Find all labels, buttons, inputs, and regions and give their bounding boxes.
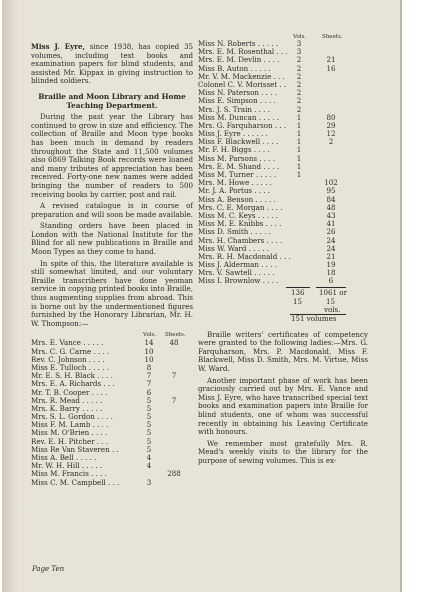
- catalogue-paragraph: A revised catalogue is in course of preparation and will soon be made available.: [31, 201, 193, 219]
- sheets-value: 21: [326, 251, 336, 261]
- transcriber-name: Mrs. R. H. Macdonald . . .: [198, 251, 291, 261]
- sheets-value: 12: [326, 129, 336, 139]
- sewing-paragraph: We remember most gratefully Mrs. R. Mead's weekly visits to the library for the purpose of sewing volumes. This is ex-: [198, 438, 368, 465]
- sheets-value: 24: [326, 243, 336, 253]
- transcriber-name: Mr. E. S. H. Black . . . .: [31, 371, 113, 381]
- sheets-extra: 15: [326, 296, 336, 306]
- vols-extra: 15: [293, 296, 303, 306]
- heading-line-1: Braille and Moon Library and Home: [38, 91, 186, 101]
- transcriber-name: Miss F. Blackwell . . . .: [198, 137, 279, 147]
- vols-value: 7: [146, 379, 152, 389]
- vols-value: 5: [146, 395, 152, 405]
- transcriber-name: Rev. C. Johnson . . . .: [31, 354, 105, 364]
- vols-value: 5: [146, 428, 152, 438]
- left-column: [31, 0, 193, 487]
- section-heading: [31, 93, 193, 110]
- intro-paragraph: [31, 43, 193, 86]
- sheets-value: 43: [326, 210, 336, 220]
- vols-value: 2: [296, 104, 302, 114]
- vols-value: 10: [144, 346, 154, 356]
- vols-value: 2: [296, 71, 302, 81]
- sheets-value: 102: [324, 178, 338, 188]
- transcriber-name: Miss E. Simpson . . . .: [198, 96, 276, 106]
- sheets-value: 26: [326, 227, 336, 237]
- sheets-value: 41: [326, 219, 336, 229]
- book-page: [2, 0, 402, 592]
- right-column: [198, 34, 368, 469]
- vols-value: 1: [296, 112, 302, 122]
- sheets-value: 24: [326, 235, 336, 245]
- transcriber-name: Miss N. Paterson . . . .: [198, 88, 277, 98]
- transcriber-name: Mrs. R. Mead . . . . .: [31, 395, 103, 405]
- transcriber-name: Rev. E. H. Pitcher . . .: [31, 436, 109, 446]
- vols-value: 5: [146, 412, 152, 422]
- transcriber-name: Mrs. H. Chambers . . . .: [198, 235, 283, 245]
- vols-value: 4: [146, 461, 152, 471]
- vols-value: 1: [296, 129, 302, 139]
- page-number: Page Ten: [32, 565, 65, 573]
- vols-value: 4: [146, 453, 152, 463]
- sheets-value: 6: [328, 276, 334, 286]
- transcriber-name: Miss M. Francis . . . .: [31, 469, 107, 479]
- transcriber-name: Miss B. Auton . . . . .: [198, 63, 271, 73]
- grand-total-row: [198, 314, 368, 326]
- left-transcriber-table: [31, 331, 193, 486]
- vols-value: 1: [296, 170, 302, 179]
- transcriber-name: Miss M. O'Brien . . . .: [31, 428, 108, 438]
- transcription-paragraph: Another important phase of work has been graciously carried out by Mrs. E. Vance and Miss J. Eyre, who have transcribed special text books and examination papers into Braille for blind students, one of whom was successful recently in obtaining his Leaving Certificate with honours.: [198, 375, 368, 437]
- transcriber-name: Miss Re Van Staveren . .: [31, 444, 119, 454]
- vols-value: 5: [146, 403, 152, 413]
- right-transcriber-table: [198, 40, 368, 286]
- transcriber-name: Mrs. V. Sawtell . . . . .: [198, 268, 275, 278]
- totals-block: [198, 286, 368, 314]
- sheets-value: 48: [326, 202, 336, 212]
- vols-value: 14: [144, 338, 154, 348]
- transcriber-name: Miss C. M. Campbell . . .: [31, 477, 120, 487]
- sheets-value: 84: [326, 194, 336, 204]
- transcriber-name: Miss J. Alderman . . . .: [198, 260, 277, 270]
- transcriber-name: Mrs. S. L. Gordon . . . .: [31, 412, 113, 422]
- transcriber-name: Miss M. Parsons . . . .: [198, 153, 276, 163]
- transcriber-name: Mr. V. M. Mackenzie . . .: [198, 71, 285, 81]
- transcriber-name: Mr. F. H. Biggs . . . .: [198, 145, 270, 155]
- table-body: [31, 339, 193, 486]
- transcriber-name: Miss F. M. Lamb . . . .: [31, 420, 109, 430]
- table-row: [31, 479, 193, 487]
- vols-value: 2: [296, 96, 302, 106]
- vols-value: 2: [296, 88, 302, 98]
- sheets-value: 7: [171, 371, 177, 381]
- vols-value: 2: [296, 55, 302, 65]
- vols-value: 2: [296, 79, 302, 89]
- transcriber-name: Mrs. K. Barry . . . . .: [31, 403, 103, 413]
- sheets-header: Sheets.: [322, 34, 343, 40]
- transcriber-name: Mrs. J. S. Train . . . .: [198, 104, 270, 114]
- vols-value: 2: [296, 63, 302, 73]
- transcriber-name: Mr. W. H. Hill . . . . .: [31, 461, 103, 471]
- transcriber-name: Miss A. Bell . . . . .: [31, 453, 97, 463]
- heading-line-2: Teaching Department.: [66, 100, 158, 110]
- sheets-value: 19: [326, 260, 336, 270]
- vols-value: 7: [146, 371, 152, 381]
- vols-word: vols.: [324, 304, 341, 314]
- transcriber-name: Mrs. E. M. Devlin . . . .: [198, 55, 280, 65]
- sheets-value: 16: [326, 63, 336, 73]
- transcriber-name: Miss I. Brownlow . . . .: [198, 276, 279, 286]
- transcriber-name: Miss M. E. Knibbs . . . .: [198, 219, 282, 229]
- vols-value: 5: [146, 436, 152, 446]
- vols-value: 1: [296, 120, 302, 130]
- transcriber-name: Colonel C. V. Morisset . .: [198, 79, 287, 89]
- transcriber-name: Miss N. Roberts . . . . .: [198, 39, 279, 48]
- transcriber-name: Miss M. C. Keys . . . . .: [198, 210, 279, 220]
- transcriber-name: Miss M. Turner . . . . .: [198, 170, 277, 179]
- transcriber-name: Miss J. Eyre . . . . . .: [198, 129, 268, 139]
- transcriber-name: Miss D. Smith . . . . .: [198, 227, 271, 237]
- sheets-value: 95: [326, 186, 336, 196]
- transcriber-name: Mrs. G. Farquharson . . .: [198, 120, 287, 130]
- vols-value: 6: [146, 387, 152, 397]
- vols-value: 5: [146, 420, 152, 430]
- sheets-value: 18: [326, 268, 336, 278]
- sheets-value: 29: [326, 120, 336, 130]
- transcriber-name: Miss A. Benson . . . . .: [198, 194, 276, 204]
- vols-value: 3: [296, 39, 302, 48]
- transcriber-name: Mrs. C. G. Carne . . . .: [31, 346, 110, 356]
- vols-value: 1: [296, 137, 302, 147]
- table-row: [198, 277, 368, 285]
- transcriber-name: Mr. J. A. Portus . . . .: [198, 186, 271, 196]
- transcribers-paragraph: In spite of this, the literature available is still somewhat limited, and our voluntary Braille transcribers have done yeoman service in copying printed books into Braille, thus augmenting supplies from abroad. This is borne out by the undermentioned figures furnished by the Honorary Librarian, Mr. H. W. Thompson:—: [31, 258, 193, 328]
- vols-header: Vols.: [293, 34, 307, 40]
- sheets-value: 288: [167, 469, 181, 479]
- transcriber-name: Mrs. M. Howe . . . . .: [198, 178, 272, 188]
- certificates-paragraph: Braille writers' certificates of competency were granted to the following ladies:—Mrs. G. Farquharson, Mrs. P. Macdonald, Miss F. Blackwell, Miss D. Smith, Mrs. M. Virtue, Miss W. Ward.: [198, 329, 368, 373]
- transcriber-name: Mr. T. B. Cooper . . . .: [31, 387, 108, 397]
- intro-name: Miss J. Eyre,: [31, 42, 85, 51]
- transcriber-name: Mrs. E. M. Rosenthal . . .: [198, 47, 288, 57]
- sheets-value: 21: [326, 55, 336, 65]
- vols-total: 136: [291, 287, 305, 297]
- sheets-value: 80: [326, 112, 336, 122]
- vols-value: 10: [144, 354, 154, 364]
- vols-header: Vols.: [143, 332, 157, 339]
- library-paragraph: During the past year the Library has continued to grow in size and efficiency. The collection of Braille and Moon type books has been much in demand by readers throughout the State and 11,500 volumes also 6869 Talking Book records were loaned and many tributes of appreciation has been received. Forty-one new names were added bringing the number of readers to 500 receiving books by carrier, post and rail.: [31, 112, 193, 199]
- standing-orders-paragraph: Standing orders have been placed in London with the National Institute for the Blind for all new publications in Braille and Moon Types as they come to hand.: [31, 221, 193, 257]
- grand-total: 151 volumes: [291, 313, 337, 323]
- sheets-value: 7: [171, 395, 177, 405]
- sheets-total: 1061 or: [319, 287, 347, 297]
- sheets-header: Sheets.: [165, 332, 186, 339]
- sheets-value: 48: [169, 338, 179, 348]
- transcriber-name: Miss M. Duncan . . . . .: [198, 112, 279, 122]
- vols-value: 1: [296, 153, 302, 163]
- vols-value: 3: [296, 47, 302, 57]
- transcriber-name: Mrs. E. A. Richards . . .: [31, 379, 115, 389]
- vols-value: 3: [146, 477, 152, 487]
- vols-value: 8: [146, 362, 152, 372]
- transcriber-name: Mrs. C. E. Morgan . . . .: [198, 202, 283, 212]
- transcriber-name: Miss E. Tulloch . . . . .: [31, 362, 109, 372]
- intro-text: since 1938, has copied 35 volumes, including text books and examination papers for blind students, and assisted Mr. Kippax in giving instruction to blinded soldiers.: [31, 42, 193, 86]
- transcriber-name: Mrs. E. M. Shand . . . .: [198, 161, 280, 171]
- transcriber-name: Miss W. Ward . . . . .: [198, 243, 270, 253]
- vols-value: 1: [296, 161, 302, 171]
- vols-value: 1: [296, 145, 302, 155]
- transcriber-name: Mrs. E. Vance . . . . .: [31, 338, 104, 348]
- sheets-value: 2: [328, 137, 334, 147]
- page-gutter-shadow: [2, 0, 18, 592]
- vols-value: 5: [146, 444, 152, 454]
